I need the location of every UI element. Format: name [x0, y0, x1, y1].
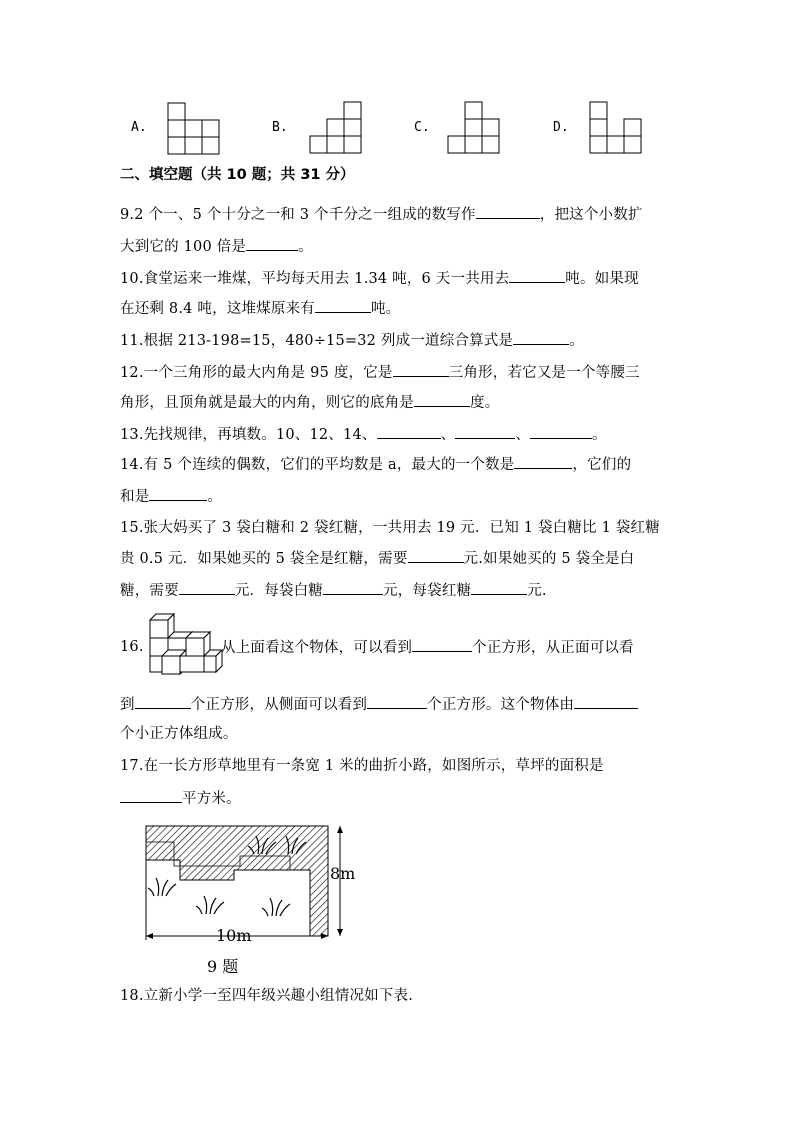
- question-10-line-1: [120, 268, 639, 289]
- q13-text-end: 。: [592, 427, 607, 443]
- option-c-figure: [446, 100, 504, 156]
- q12-text-4: 度。: [470, 395, 500, 411]
- q11-text-1: 11.根据 213-198=15，480÷15=32 列成一道综合算式是: [120, 333, 514, 349]
- option-a-figure: [166, 102, 222, 156]
- option-b-label: B.: [272, 120, 288, 135]
- q10-blank-1[interactable]: [509, 268, 565, 283]
- option-d-figure: [588, 100, 644, 156]
- option-d-label: D.: [553, 120, 569, 135]
- question-15-line-2: [120, 548, 634, 569]
- option-b-figure: [308, 100, 364, 156]
- q15-text-5: 元，每袋红糖: [383, 583, 472, 599]
- q16-text-3: 到: [120, 697, 135, 713]
- question-16-line-1: [221, 637, 634, 658]
- question-11: [120, 330, 584, 351]
- q14-text-3: 和是: [120, 489, 150, 505]
- q10-text-2: 吨。如果现: [565, 271, 639, 287]
- q9-text-2: ，把这个小数扩: [539, 207, 643, 223]
- q16-blank-2[interactable]: [135, 694, 191, 709]
- q14-text-1: 14.有 5 个连续的偶数，它们的平均数是 a，最大的一个数是: [120, 457, 515, 473]
- q9-blank-1[interactable]: [476, 204, 540, 219]
- q16-text-1: 从上面看这个物体，可以看到: [221, 640, 413, 656]
- q15-text-1: 贵 0.5 元．如果她买的 5 袋全是红糖，需要: [120, 551, 408, 567]
- q15-blank-1[interactable]: [408, 548, 464, 563]
- q14-blank-1[interactable]: [514, 454, 572, 469]
- q17-blank[interactable]: [120, 788, 182, 803]
- q12-blank-2[interactable]: [414, 392, 470, 407]
- q14-text-4: 。: [207, 489, 223, 505]
- question-16-number: 16.: [120, 639, 144, 655]
- question-9-line-1: [120, 204, 643, 225]
- q15-text-6: 元.: [527, 583, 547, 599]
- width-label: 10m: [216, 926, 252, 945]
- q12-text-3: 角形，且顶角就是最大的内角，则它的底角是: [120, 395, 414, 411]
- q9-text-4: 。: [298, 239, 313, 255]
- q15-blank-4[interactable]: [471, 580, 527, 595]
- q12-text-1: 12.一个三角形的最大内角是 95 度，它是: [120, 365, 393, 381]
- question-14-line-2: [120, 486, 222, 507]
- q16-blank-4[interactable]: [574, 694, 638, 709]
- question-10-line-2: [120, 298, 400, 319]
- q16-text-5: 个正方形。这个物体由: [427, 697, 575, 713]
- q16-text-2: 个正方形，从正面可以看: [472, 640, 634, 656]
- question-17-line-2: [120, 788, 241, 809]
- option-c-label: C.: [414, 120, 430, 135]
- q13-blank-3[interactable]: [530, 424, 592, 439]
- q13-separator-2: 、: [515, 427, 531, 443]
- q13-blank-1[interactable]: [377, 424, 441, 439]
- q9-text-1: 9.2 个一、5 个十分之一和 3 个千分之一组成的数写作: [120, 207, 476, 223]
- q15-text-2: 元.如果她买的 5 袋全是白: [463, 551, 635, 567]
- q10-text-1: 10.食堂运来一堆煤，平均每天用去 1.34 吨，6 天一共用去: [120, 271, 510, 287]
- question-16-line-2: [120, 694, 638, 715]
- question-14-line-1: [120, 454, 631, 475]
- q10-blank-2[interactable]: [315, 298, 371, 313]
- q13-blank-2[interactable]: [455, 424, 515, 439]
- section-heading: 二、填空题（共 10 题；共 31 分）: [120, 167, 355, 183]
- question-16-line-3: 个小正方体组成。: [120, 726, 238, 742]
- q15-blank-3[interactable]: [323, 580, 383, 595]
- q10-text-4: 吨。: [370, 301, 401, 317]
- question-13: [120, 424, 607, 445]
- q15-text-4: 元．每袋白糖: [234, 583, 324, 599]
- q16-blank-1[interactable]: [412, 637, 472, 652]
- option-a-label: A.: [131, 120, 147, 135]
- question-15-line-1: 15.张大妈买了 3 袋白糖和 2 袋红糖，一共用去 19 元．已知 1 袋白糖比 1 袋红糖: [120, 520, 660, 536]
- q11-text-2: 。: [569, 333, 584, 349]
- q9-text-3: 大到它的 100 倍是: [120, 239, 247, 255]
- q16-text-4: 个正方形，从侧面可以看到: [190, 697, 368, 713]
- question-18: 18.立新小学一至四年级兴趣小组情况如下表.: [120, 988, 414, 1004]
- q10-text-3: 在还剩 8.4 吨，这堆煤原来有: [120, 301, 315, 317]
- q15-text-3: 糖，需要: [120, 583, 179, 599]
- height-label: 8m: [330, 864, 356, 883]
- question-9-line-2: [120, 236, 313, 257]
- q17-text-2: 平方米。: [182, 791, 241, 807]
- question-12-line-1: [120, 362, 640, 383]
- q14-blank-2[interactable]: [149, 486, 207, 501]
- cube-stack-figure: [144, 612, 224, 676]
- question-15-line-3: [120, 580, 547, 601]
- question-12-line-2: [120, 392, 499, 413]
- q12-blank-1[interactable]: [393, 362, 449, 377]
- q13-separator-1: 、: [440, 427, 456, 443]
- q15-blank-2[interactable]: [179, 580, 235, 595]
- q13-text-1: 13.先找规律，再填数。10、12、14、: [120, 427, 377, 443]
- q16-blank-3[interactable]: [367, 694, 427, 709]
- figure-caption: 9 题: [207, 957, 239, 976]
- question-17-line-1: 17.在一长方形草地里有一条宽 1 米的曲折小路，如图所示，草坪的面积是: [120, 758, 604, 774]
- q14-text-2: ，它们的: [572, 457, 632, 473]
- q11-blank[interactable]: [513, 330, 569, 345]
- q9-blank-2[interactable]: [246, 236, 298, 251]
- q12-text-2: 三角形，若它又是一个等腰三: [448, 365, 640, 381]
